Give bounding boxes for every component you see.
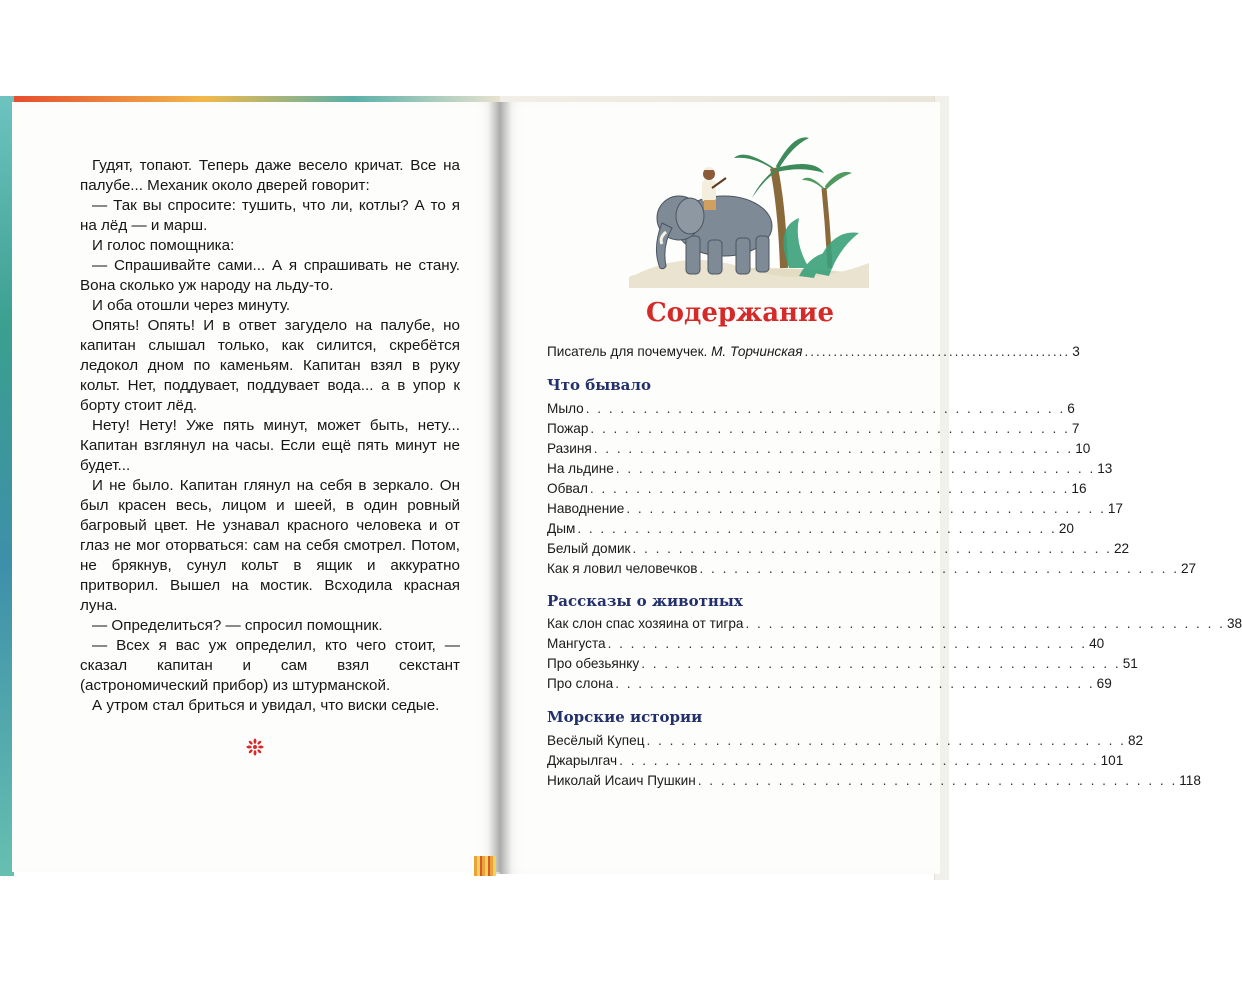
- toc-entry-title: Как слон спас хозяина от тигра: [547, 616, 744, 631]
- toc-entry[interactable]: [547, 616, 1242, 636]
- toc-entry-page: 10: [1075, 441, 1091, 456]
- dot-leader: . . . . . . . . . . . . . . . . . . . . . . . . . . . . . . . . . . . . . . . . . .: [632, 541, 1112, 556]
- toc-entry-page: 101: [1100, 753, 1124, 768]
- paragraph: А утром стал бриться и увидал, что виски седые.: [92, 697, 440, 714]
- dot-leader: . . . . . . . . . . . . . . . . . . . . . . . . . . . . . . . . . . . . . . . . . .: [607, 636, 1088, 651]
- toc-section-title: Рассказы о животных: [547, 592, 743, 610]
- toc-section-title: Морские истории: [547, 708, 703, 726]
- dot-leader: . . . . . . . . . . . . . . . . . . . . . . . . . . . . . . . . . . . . . . . . . .: [626, 501, 1106, 516]
- spine-bookmark-ribbon: [474, 856, 496, 876]
- toc-intro: [547, 344, 1080, 364]
- toc-entry-page: 40: [1089, 636, 1105, 651]
- toc-section-title: Что бывало: [547, 376, 651, 394]
- paragraph: И оба отошли через минуту.: [92, 297, 291, 314]
- dot-leader: . . . . . . . . . . . . . . . . . . . . . . . . . . . . . . . . . . . . . . . . . .: [615, 676, 1095, 691]
- paragraph: — Определиться? — спросил помощник.: [92, 617, 383, 634]
- toc-entry-page: 20: [1058, 521, 1074, 536]
- dot-leader: . . . . . . . . . . . . . . . . . . . . . . . . . . . . . . . . . . . . . . . . . .: [641, 656, 1121, 671]
- paragraph: — Спрашивайте сами... А я спрашивать не стану. Вона сколько уж народу на льду-то.: [80, 257, 460, 294]
- toc-entry-title: Про слона: [547, 676, 614, 691]
- toc-entry-title: На льдине: [547, 461, 614, 476]
- toc-entry-title: Разиня: [547, 441, 592, 456]
- dot-leader: . . . . . . . . . . . . . . . . . . . . . . . . . . . . . . . . . . . . . . . . . .: [593, 441, 1074, 456]
- toc-entry-title: Белый домик: [547, 541, 631, 556]
- toc-entry[interactable]: [547, 561, 1197, 581]
- dot-leader: . . . . . . . . . . . . . . . . . . . . . . . . . . . . . . . . . . . . . . . . . .: [745, 616, 1225, 631]
- toc-entry[interactable]: [547, 344, 1080, 364]
- toc-section-list: [547, 401, 1197, 581]
- toc-entry[interactable]: [547, 753, 1124, 773]
- toc-entry-title: Про обезьянку: [547, 656, 640, 671]
- toc-entry-author: М. Торчинская: [711, 344, 803, 359]
- dot-leader: . . . . . . . . . . . . . . . . . . . . . . . . . . . . . . . . . . . . . . . . . .: [619, 753, 1099, 768]
- paragraph: — Так вы спросите: тушить, что ли, котлы? А то я на лёд — и марш.: [80, 197, 460, 234]
- paragraph: И не было. Капитан глянул на себя в зеркало. Он был красен весь, лицом и шеей, в один ровный багровый цвет. Не узнавал красного человека и от глаз не мог оторваться: сам на себя смотрел. Потом, не брякнув, сунул кольт в ящик и аккуратно притворил. Вышел на мостик. Всходила красная луна.: [80, 477, 460, 614]
- dot-leader: ..............................................: [804, 344, 1071, 359]
- toc-entry[interactable]: [547, 656, 1138, 676]
- toc-entry-page: 51: [1122, 656, 1138, 671]
- paragraph: И голос помощника:: [92, 237, 235, 254]
- red-flower-ornament-icon: [246, 738, 264, 756]
- toc-entry-title: Весёлый Купец: [547, 733, 645, 748]
- toc-entry[interactable]: [547, 501, 1123, 521]
- book-spine: [488, 102, 512, 874]
- toc-entry-title: Дым: [547, 521, 576, 536]
- dot-leader: . . . . . . . . . . . . . . . . . . . . . . . . . . . . . . . . . . . . . . . . . .: [589, 481, 1070, 496]
- toc-entry[interactable]: [547, 401, 1075, 421]
- toc-entry[interactable]: [547, 441, 1091, 461]
- toc-entry[interactable]: [547, 541, 1130, 561]
- toc-entry-page: 22: [1113, 541, 1130, 556]
- toc-entry-title: Пожар: [547, 421, 589, 436]
- dot-leader: . . . . . . . . . . . . . . . . . . . . . . . . . . . . . . . . . . . . . . . . . .: [585, 401, 1066, 416]
- toc-entry-page: 82: [1127, 733, 1144, 748]
- dot-leader: . . . . . . . . . . . . . . . . . . . . . . . . . . . . . . . . . . . . . . . . . .: [697, 773, 1178, 788]
- dot-leader: . . . . . . . . . . . . . . . . . . . . . . . . . . . . . . . . . . . . . . . . . .: [577, 521, 1057, 536]
- toc-entry[interactable]: [547, 676, 1112, 696]
- toc-entry[interactable]: [547, 636, 1105, 656]
- toc-title: Содержание: [645, 298, 835, 328]
- paragraph: Нету! Нету! Уже пять минут, может быть, нету... Капитан взглянул на часы. Если ещё пять минут не будет...: [80, 417, 460, 474]
- toc-entry-page: 17: [1107, 501, 1123, 516]
- dot-leader: . . . . . . . . . . . . . . . . . . . . . . . . . . . . . . . . . . . . . . . . . .: [699, 561, 1179, 576]
- toc-entry-title: Как я ловил человечков: [547, 561, 698, 576]
- toc-entry-title: Мыло: [547, 401, 584, 416]
- dot-leader: . . . . . . . . . . . . . . . . . . . . . . . . . . . . . . . . . . . . . . . . . .: [615, 461, 1096, 476]
- story-text: [80, 156, 460, 716]
- paragraph: Опять! Опять! И в ответ загудело на палубе, но капитан слышал только, как силится, скребётся ледокол дном по каменьям. Капитан взял в руку кольт. Нет, поддувает, поддувает вода... а в упор к борту стоит лёд.: [80, 317, 460, 414]
- toc-entry[interactable]: [547, 733, 1144, 753]
- toc-entry-title: Наводнение: [547, 501, 625, 516]
- toc-entry-page: 13: [1097, 461, 1113, 476]
- toc-entry[interactable]: [547, 773, 1201, 793]
- toc-section-list: [547, 733, 1201, 793]
- toc-entry-page: 38: [1226, 616, 1242, 631]
- dot-leader: . . . . . . . . . . . . . . . . . . . . . . . . . . . . . . . . . . . . . . . . . .: [590, 421, 1070, 436]
- toc-entry-title: Писатель для почемучек.: [547, 344, 712, 359]
- toc-entry-page: 16: [1071, 481, 1087, 496]
- paragraph: — Всех я вас уж определил, кто чего стоит, — сказал капитан и сам взял секстант (астрономический прибор) из штурманской.: [80, 637, 460, 694]
- toc-entry-page: 118: [1179, 773, 1201, 788]
- toc-entry-page: 3: [1072, 344, 1080, 359]
- toc-entry-title: Мангуста: [547, 636, 606, 651]
- toc-entry-title: Джарылгач: [547, 753, 618, 768]
- toc-entry[interactable]: [547, 521, 1074, 541]
- toc-entry-title: Обвал: [547, 481, 588, 496]
- toc-entry[interactable]: [547, 481, 1087, 501]
- toc-entry[interactable]: [547, 421, 1080, 441]
- toc-entry-page: 6: [1067, 401, 1075, 416]
- toc-entry-title: Николай Исаич Пушкин: [547, 773, 696, 788]
- toc-entry-page: 27: [1180, 561, 1197, 576]
- toc-entry[interactable]: [547, 461, 1113, 481]
- paragraph: Гудят, топают. Теперь даже весело кричат. Все на палубе... Механик около дверей говорит:: [80, 157, 460, 194]
- toc-entry-page: 69: [1096, 676, 1112, 691]
- dot-leader: . . . . . . . . . . . . . . . . . . . . . . . . . . . . . . . . . . . . . . . . . .: [646, 733, 1126, 748]
- toc-section-list: [547, 616, 1242, 696]
- elephant-illustration: [624, 128, 874, 288]
- toc-entry-page: 7: [1071, 421, 1080, 436]
